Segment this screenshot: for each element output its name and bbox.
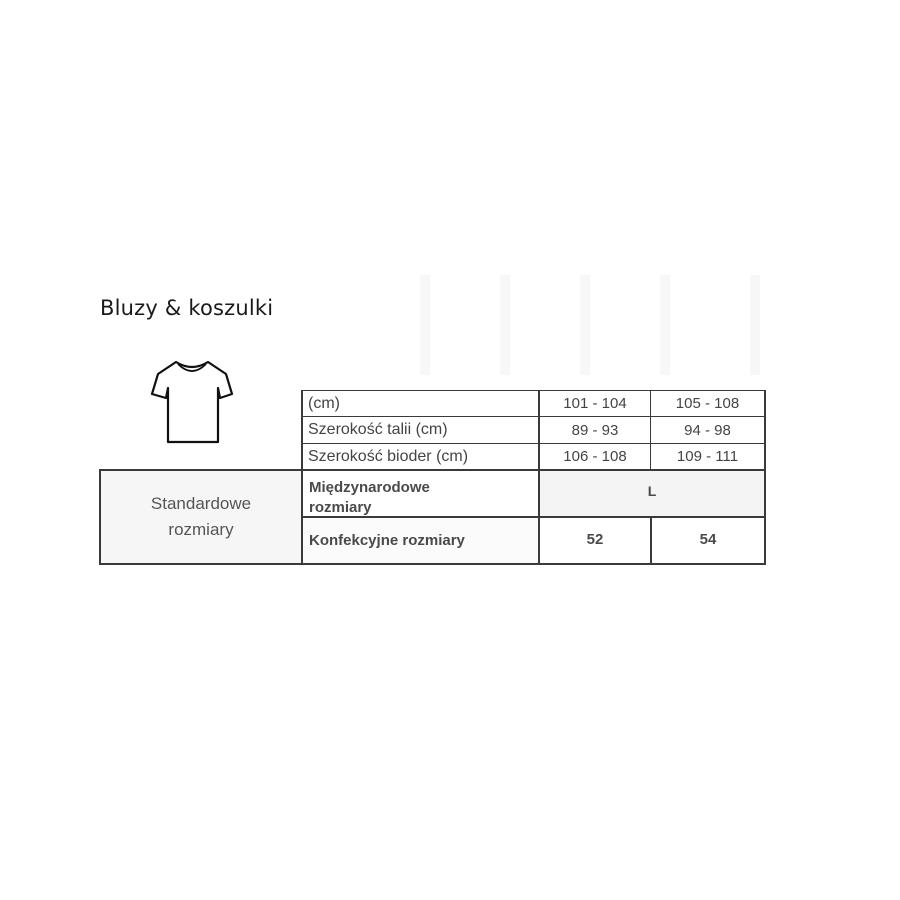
waist-value-l: 89 - 93 xyxy=(571,421,619,439)
section-title: Bluzy & koszulki xyxy=(100,296,274,320)
grid-line xyxy=(764,390,766,565)
confection-value-54: 54 xyxy=(699,530,717,548)
row-label-hips: Szerokość bioder (cm) xyxy=(308,447,469,465)
standard-sizes-line1: Standardowe xyxy=(150,494,252,513)
international-label-line1: Międzynarodowe xyxy=(309,478,430,496)
international-sizes-label xyxy=(303,471,538,516)
standard-sizes-label xyxy=(101,471,301,563)
row-label-chest: (cm) xyxy=(308,394,340,412)
hips-value-l: 106 - 108 xyxy=(563,448,627,465)
row-label-waist: Szerokość talii (cm) xyxy=(308,421,448,438)
confection-sizes-label: Konfekcyjne rozmiary xyxy=(309,532,465,549)
chest-value-l: 101 - 104 xyxy=(563,395,627,412)
hips-value-xl: 109 - 111 xyxy=(676,448,739,465)
faded-background-shapes xyxy=(420,275,770,375)
tshirt-icon xyxy=(150,358,234,448)
international-label-line2: rozmiary xyxy=(309,498,372,516)
international-size-value: L xyxy=(647,483,657,499)
standard-sizes-line2: rozmiary xyxy=(168,520,234,539)
confection-value-52: 52 xyxy=(586,530,604,548)
grid-line xyxy=(99,563,765,565)
waist-value-xl: 94 - 98 xyxy=(684,421,731,439)
chest-value-xl: 105 - 108 xyxy=(675,395,740,412)
